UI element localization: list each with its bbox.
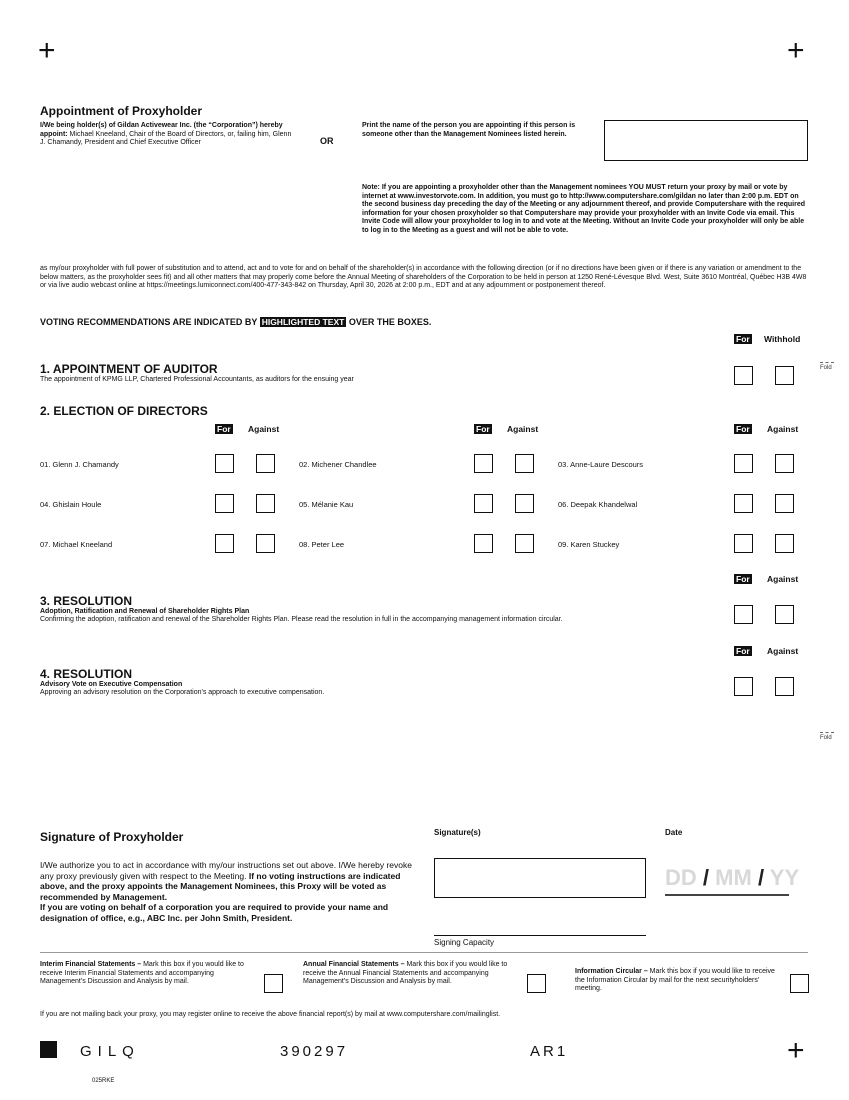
res4-title: 4. RESOLUTION bbox=[40, 667, 133, 681]
date-label: Date bbox=[665, 828, 683, 837]
auditor-description: The appointment of KPMG LLP, Chartered Professional Accountants, as auditors for the ensuing year bbox=[40, 376, 354, 383]
annual-statements-text: Annual Financial Statements – Mark this box if you would like to receive the Annual Financial Statements and accompanying Management's Discussion and Analysis by mail. bbox=[303, 961, 508, 985]
director-07-against-checkbox[interactable] bbox=[256, 534, 275, 553]
form-code-small: 025RKE bbox=[92, 1078, 115, 1084]
directors-col3-for: For bbox=[736, 424, 750, 434]
online-registration-text: If you are not mailing back your proxy, you may register online to receive the above financial report(s) by mail at www.computershare.com/mailinglist. bbox=[40, 1011, 501, 1018]
crop-mark-bottom-right: + bbox=[787, 1034, 805, 1067]
signing-capacity-label: Signing Capacity bbox=[434, 938, 495, 947]
res4-subtitle: Advisory Vote on Executive Compensation bbox=[40, 681, 183, 688]
auditor-for-checkbox[interactable] bbox=[734, 366, 753, 385]
registration-mark bbox=[40, 1041, 57, 1058]
director-09-against-checkbox[interactable] bbox=[775, 534, 794, 553]
director-name: 04. Ghislain Houle bbox=[40, 500, 102, 509]
or-label: OR bbox=[320, 136, 334, 146]
signature-field[interactable] bbox=[434, 858, 646, 898]
voting-recommendations: VOTING RECOMMENDATIONS ARE INDICATED BY HIGHLIGHTED TEXT OVER THE BOXES. bbox=[40, 317, 432, 327]
director-06-for-checkbox[interactable] bbox=[734, 494, 753, 513]
director-05-against-checkbox[interactable] bbox=[515, 494, 534, 513]
auditor-withhold-checkbox[interactable] bbox=[775, 366, 794, 385]
res4-description: Approving an advisory resolution on the Corporation's approach to executive compensation. bbox=[40, 689, 325, 696]
crop-mark-top-left: + bbox=[38, 34, 56, 67]
res3-against-checkbox[interactable] bbox=[775, 605, 794, 624]
appointment-text: I/We being holder(s) of Gildan Activewear Inc. (the “Corporation”) hereby appoint: Michael Kneeland, Chair of the Board of Directors, or, failing him, Glenn J. Chamandy, President and Chief Executive Officer bbox=[40, 122, 292, 146]
director-02-against-checkbox[interactable] bbox=[515, 454, 534, 473]
substitution-text: as my/our proxyholder with full power of substitution and to attend, act and to vote for and on behalf of the shareholder(s) in accordance with the following direction (or if no directions have been given or if there is any variation or amendment to the below matters, as the proxyholder sees fit) and all other matters that may properly come before the Annual Meeting of shareholders of the Corporation to be held in person at 1250 René-Lévesque Blvd. West, Suite 3610 Montréal, Québec H3B 4W8 or via live audio webcast online at https://meetings.lumiconnect.com/400-477-343-842 on Thursday, April 30, 2026 at 2:00 p.m., EDT and at any adjournment or postponement thereof. bbox=[40, 265, 807, 289]
information-circular-text: Information Circular – Mark this box if you would like to receive the Information Circular by mail for the next securityholders' meeting. bbox=[575, 968, 775, 992]
res3-for-checkbox[interactable] bbox=[734, 605, 753, 624]
fold-mark: Fold bbox=[820, 735, 832, 741]
authorization-text: I/We authorize you to act in accordance with my/our instructions set out above. I/We hereby revoke any proxy previously given with respect to the Meeting. If no voting instructions are indicated above, and the proxy appoints the Management Nominees, this Proxy will be voted as recommended by Management. If you are voting on behalf of a corporation you are required to provide your name and designation of office, e.g., ABC Inc. per John Smith, President. bbox=[40, 860, 412, 923]
director-03-for-checkbox[interactable] bbox=[734, 454, 753, 473]
director-03-against-checkbox[interactable] bbox=[775, 454, 794, 473]
director-01-against-checkbox[interactable] bbox=[256, 454, 275, 473]
director-name: 02. Michener Chandlee bbox=[299, 460, 377, 469]
appointment-title: Appointment of Proxyholder bbox=[40, 104, 202, 118]
fold-mark: Fold bbox=[820, 365, 832, 371]
res3-for-header: For bbox=[736, 574, 750, 584]
director-01-for-checkbox[interactable] bbox=[215, 454, 234, 473]
interim-statements-text: Interim Financial Statements – Mark this box if you would like to receive Interim Financial Statements and accompanying Management's Discussion and Analysis by mail. bbox=[40, 961, 244, 985]
res3-subtitle: Adoption, Ratification and Renewal of Shareholder Rights Plan bbox=[40, 608, 250, 615]
res4-for-checkbox[interactable] bbox=[734, 677, 753, 696]
directors-title: 2. ELECTION OF DIRECTORS bbox=[40, 404, 208, 418]
auditor-title: 1. APPOINTMENT OF AUDITOR bbox=[40, 362, 218, 376]
director-name: 06. Deepak Khandelwal bbox=[558, 500, 638, 509]
directors-col2-against: Against bbox=[507, 424, 539, 434]
res4-against-checkbox[interactable] bbox=[775, 677, 794, 696]
auditor-for-header: For bbox=[736, 334, 750, 344]
print-name-instruction: Print the name of the person you are appointing if this person is someone other than the Management Nominees listed herein. bbox=[362, 122, 576, 138]
form-code-ar1: AR1 bbox=[530, 1043, 569, 1060]
information-circular-checkbox[interactable] bbox=[790, 974, 809, 993]
director-04-for-checkbox[interactable] bbox=[215, 494, 234, 513]
directors-col2-for: For bbox=[476, 424, 490, 434]
director-name: 01. Glenn J. Chamandy bbox=[40, 460, 119, 469]
directors-col1-against: Against bbox=[248, 424, 280, 434]
director-name: 09. Karen Stuckey bbox=[558, 540, 620, 549]
director-08-for-checkbox[interactable] bbox=[474, 534, 493, 553]
director-name: 05. Mélanie Kau bbox=[299, 500, 354, 509]
director-04-against-checkbox[interactable] bbox=[256, 494, 275, 513]
form-code-gilq: GILQ bbox=[80, 1043, 140, 1060]
interim-statements-checkbox[interactable] bbox=[264, 974, 283, 993]
director-07-for-checkbox[interactable] bbox=[215, 534, 234, 553]
directors-col1-for: For bbox=[217, 424, 231, 434]
director-02-for-checkbox[interactable] bbox=[474, 454, 493, 473]
director-name: 03. Anne-Laure Descours bbox=[558, 460, 644, 469]
proxyholder-name-field[interactable] bbox=[604, 120, 808, 161]
proxyholder-note: Note: If you are appointing a proxyholder other than the Management nominees YOU MUST return your proxy by mail or vote by internet at www.investorvote.com. In addition, you must go to http://www.computershare.com/gildan no later than 2:00 p.m. EDT on the second business day preceding the day of the Meeting or any adjournment thereof, and provide Computershare with the required information for your chosen proxyholder so that Computershare may provide your proxyholder with an Invite Code via email. This Invite Code will allow your proxyholder to log in to and vote at the Meeting. Without an Invite Code your proxyholder will only be able to log in to the Meeting as a guest and will not be able to vote. bbox=[362, 184, 806, 234]
signatures-label: Signature(s) bbox=[434, 828, 481, 837]
res3-against-header: Against bbox=[767, 574, 799, 584]
director-09-for-checkbox[interactable] bbox=[734, 534, 753, 553]
res3-title: 3. RESOLUTION bbox=[40, 594, 133, 608]
date-field[interactable]: DD / MM / YY bbox=[665, 864, 789, 896]
signing-capacity-line[interactable] bbox=[434, 935, 646, 936]
directors-col3-against: Against bbox=[767, 424, 799, 434]
director-name: 08. Peter Lee bbox=[299, 540, 345, 549]
res3-description: Confirming the adoption, ratification and renewal of the Shareholder Rights Plan. Please read the resolution in full in the accompanying management information circular. bbox=[40, 616, 563, 623]
director-name: 07. Michael Kneeland bbox=[40, 540, 113, 549]
res4-against-header: Against bbox=[767, 646, 799, 656]
director-08-against-checkbox[interactable] bbox=[515, 534, 534, 553]
signature-title: Signature of Proxyholder bbox=[40, 830, 184, 844]
director-05-for-checkbox[interactable] bbox=[474, 494, 493, 513]
director-06-against-checkbox[interactable] bbox=[775, 494, 794, 513]
highlighted-text-sample: HIGHLIGHTED TEXT bbox=[261, 317, 345, 327]
form-code-number: 390297 bbox=[280, 1043, 349, 1060]
divider bbox=[40, 952, 808, 953]
res4-for-header: For bbox=[736, 646, 750, 656]
auditor-withhold-header: Withhold bbox=[764, 334, 801, 344]
annual-statements-checkbox[interactable] bbox=[527, 974, 546, 993]
crop-mark-top-right: + bbox=[787, 34, 805, 67]
